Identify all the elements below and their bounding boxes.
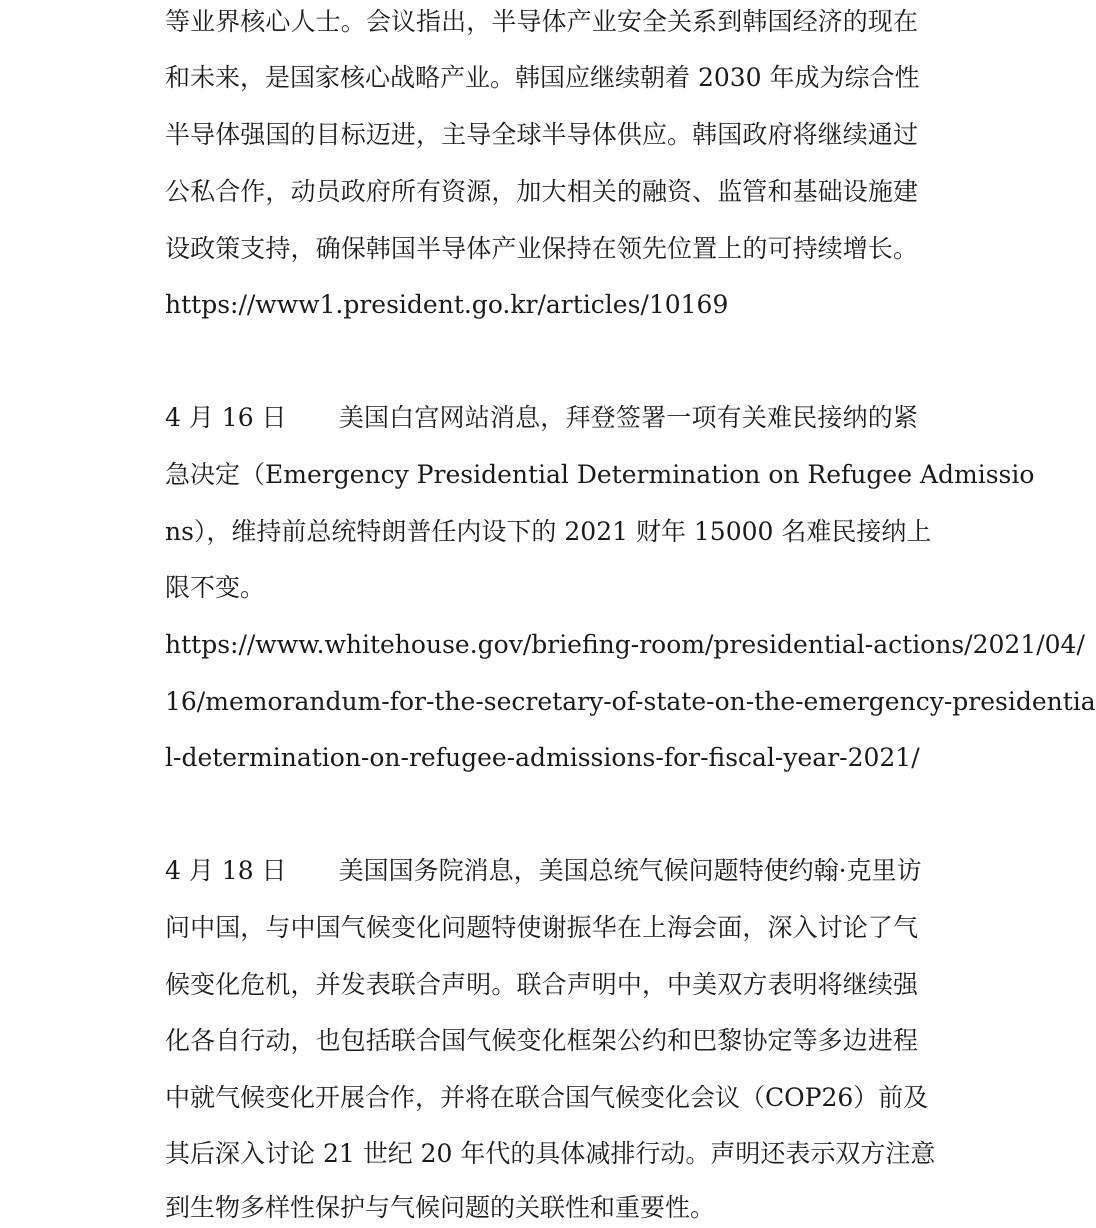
paragraph-line: 其后深入讨论 21 世纪 20 年代的具体减排行动。声明还表示双方注意 (165, 1139, 936, 1168)
entry-date: 4 月 18 日 (165, 856, 287, 885)
paragraph-line: 等业界核心人士。会议指出，半导体产业安全关系到韩国经济的现在 (165, 7, 918, 36)
paragraph-line: 设政策支持，确保韩国半导体产业保持在领先位置上的可持续增长。 (165, 234, 918, 263)
entry-date: 4 月 16 日 (165, 403, 287, 432)
paragraph-line: 公私合作，动员政府所有资源，加大相关的融资、监管和基础设施建 (165, 177, 918, 206)
paragraph-line: 候变化危机，并发表联合声明。联合声明中，中美双方表明将继续强 (165, 970, 918, 999)
source-url: 16/memorandum-for-the-secretary-of-state-on-the-emergency-presidentia (165, 687, 1096, 716)
entry-first-line (165, 851, 922, 891)
paragraph-line: 中就气候变化开展合作，并将在联合国气候变化会议（COP26）前及 (165, 1083, 929, 1112)
entry-first-line (165, 398, 918, 438)
source-url: https://www.whitehouse.gov/briefing-room/presidential-actions/2021/04/ (165, 630, 1085, 659)
source-url: l-determination-on-refugee-admissions-for-fiscal-year-2021/ (165, 743, 920, 772)
paragraph-line: 问中国，与中国气候变化问题特使谢振华在上海会面，深入讨论了气 (165, 913, 918, 942)
source-url: https://www1.president.go.kr/articles/10169 (165, 290, 729, 319)
paragraph-line: 到生物多样性保护与气候问题的关联性和重要性。 (165, 1193, 716, 1222)
paragraph-line: 和未来，是国家核心战略产业。韩国应继续朝着 2030 年成为综合性 (165, 63, 920, 92)
paragraph-line: 限不变。 (165, 573, 266, 602)
entry-text: 美国白宫网站消息，拜登签署一项有关难民接纳的紧 (338, 403, 918, 432)
paragraph-line: 半导体强国的目标迈进，主导全球半导体供应。韩国政府将继续通过 (165, 120, 918, 149)
paragraph-line: 急决定（Emergency Presidential Determination on Refugee Admissio (165, 460, 1035, 489)
entry-text: 美国国务院消息，美国总统气候问题特使约翰·克里访 (338, 856, 922, 885)
paragraph-line: ns），维持前总统特朗普任内设下的 2021 财年 15000 名难民接纳上 (165, 517, 932, 546)
paragraph-line: 化各自行动，也包括联合国气候变化框架公约和巴黎协定等多边进程 (165, 1026, 918, 1055)
